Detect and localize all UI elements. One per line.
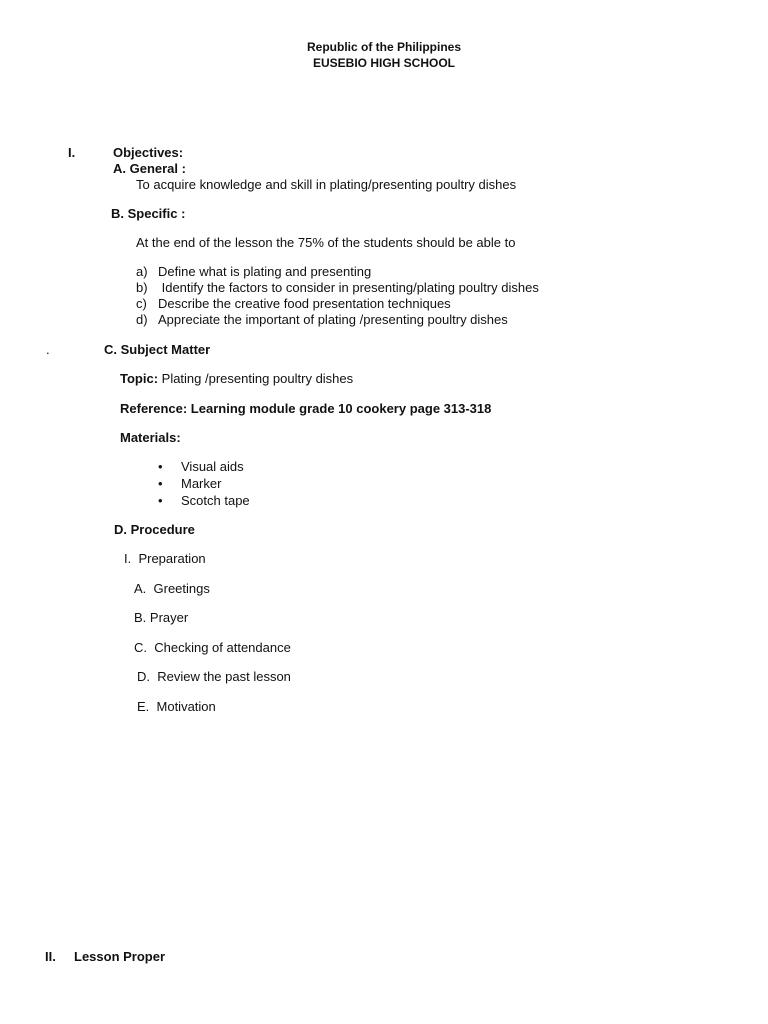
subject-matter-title: C. Subject Matter — [104, 342, 211, 357]
topic-text: Plating /presenting poultry dishes — [158, 371, 354, 386]
general-text: To acquire knowledge and skill in plating/presenting poultry dishes — [136, 177, 517, 192]
objective-item-marker: d) — [136, 312, 148, 327]
objective-item-text: Describe the creative food presentation techniques — [158, 296, 451, 311]
objective-item-text: Define what is plating and presenting — [158, 264, 372, 279]
procedure-title: D. Procedure — [114, 522, 195, 537]
procedure-step-greetings: A. Greetings — [134, 581, 210, 596]
objective-item-marker: c) — [136, 296, 147, 311]
objective-item-text: Appreciate the important of plating /presenting poultry dishes — [158, 312, 508, 327]
procedure-step-attendance: C. Checking of attendance — [134, 640, 291, 655]
bullet-icon: • — [158, 459, 163, 474]
reference-line: Reference: Learning module grade 10 cookery page 313-318 — [120, 401, 492, 416]
objective-item-text: Identify the factors to consider in presenting/plating poultry dishes — [158, 280, 539, 295]
objectives-title: Objectives: — [113, 145, 184, 160]
lesson-proper-numeral: II. — [45, 949, 56, 964]
preparation-heading: I. Preparation — [124, 551, 206, 566]
specific-intro: At the end of the lesson the 75% of the students should be able to — [136, 235, 516, 250]
general-label: A. General : — [113, 161, 186, 176]
lesson-proper-title: Lesson Proper — [74, 949, 166, 964]
republic-heading: Republic of the Philippines — [306, 40, 461, 54]
objectives-numeral: I. — [68, 145, 76, 160]
material-item: Visual aids — [181, 459, 244, 474]
objective-item-marker: b) — [136, 280, 148, 295]
procedure-step-review: D. Review the past lesson — [137, 669, 291, 684]
material-item: Marker — [181, 476, 222, 491]
bullet-icon: • — [158, 476, 163, 491]
materials-label: Materials: — [120, 430, 181, 445]
material-item: Scotch tape — [181, 493, 250, 508]
topic-line — [120, 371, 353, 387]
procedure-step-motivation: E. Motivation — [137, 699, 216, 714]
topic-label: Topic: — [120, 371, 159, 386]
bullet-icon: • — [158, 493, 163, 508]
school-name-heading: EUSEBIO HIGH SCHOOL — [312, 56, 455, 70]
procedure-step-prayer: B. Prayer — [134, 610, 189, 625]
specific-label: B. Specific : — [111, 206, 186, 221]
stray-dot: . — [46, 342, 50, 357]
objective-item-marker: a) — [136, 264, 148, 279]
